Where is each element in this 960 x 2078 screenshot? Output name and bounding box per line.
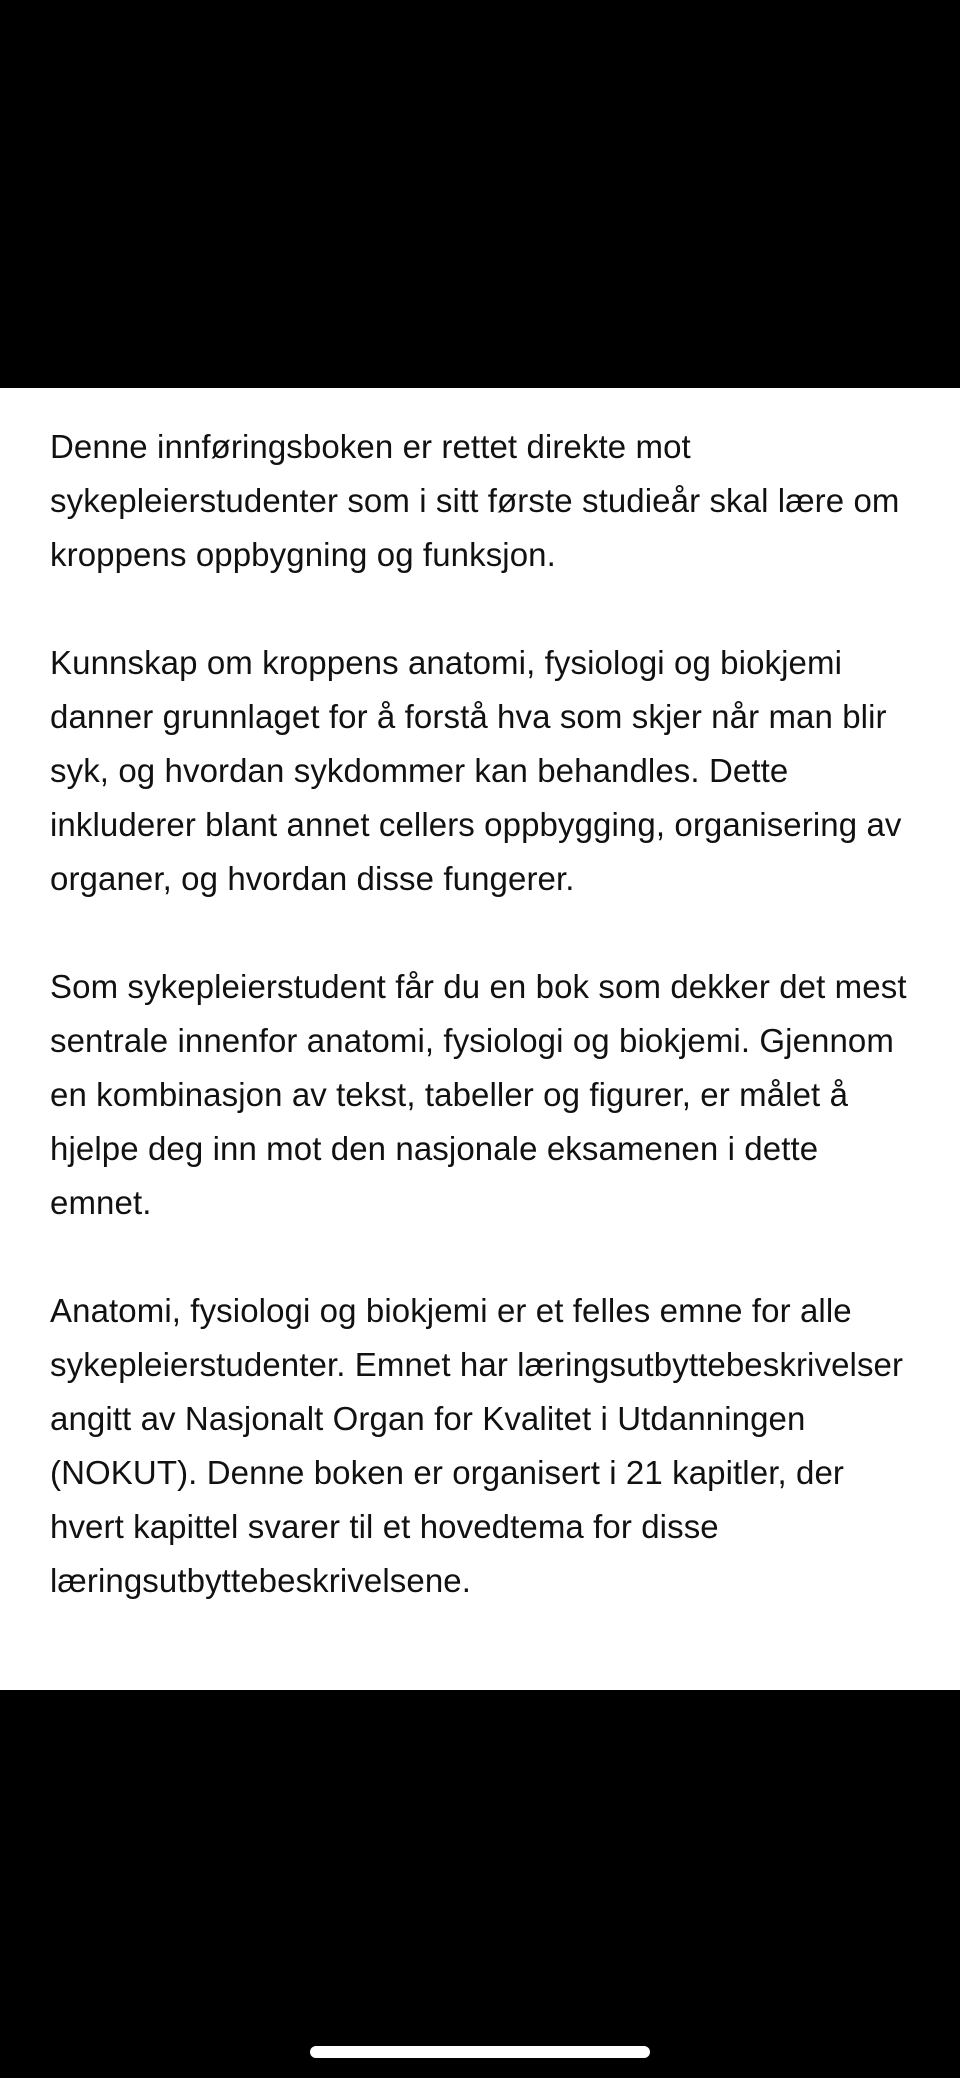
paragraph-knowledge: Kunnskap om kroppens anatomi, fysiologi og biokjemi danner grunnlaget for å forstå hva som skjer når man blir syk, og hvordan sykdommer kan behandles. Dette inkluderer blant annet cellers oppbygging, organisering av organer, og hvordan disse fungerer. [50, 644, 902, 897]
paragraph-course: Anatomi, fysiologi og biokjemi er et felles emne for alle sykepleierstudenter. Emnet har læringsutbyttebeskrivelser angitt av Nasjonalt Organ for Kvalitet i Utdanningen (NOKUT). Denne boken er organisert i 21 kapitler, der hvert kapittel svarer til et hovedtema for disse læringsutbyttebeskrivelsene. [50, 1292, 904, 1599]
paragraph-intro: Denne innføringsboken er rettet direkte mot sykepleierstudenter som i sitt første studieår skal lære om kroppens oppbygning og funksjon. [50, 428, 900, 573]
bottom-black-area [0, 1690, 960, 2078]
text-panel [0, 388, 960, 1690]
top-black-area [0, 0, 960, 388]
paragraph-student: Som sykepleierstudent får du en bok som dekker det mest sentrale innenfor anatomi, fysiologi og biokjemi. Gjennom en kombinasjon av tekst, tabeller og figurer, er målet å hjelpe deg inn mot den nasjonale eksamenen i dette emnet. [50, 968, 907, 1221]
home-indicator[interactable] [310, 2046, 650, 2058]
